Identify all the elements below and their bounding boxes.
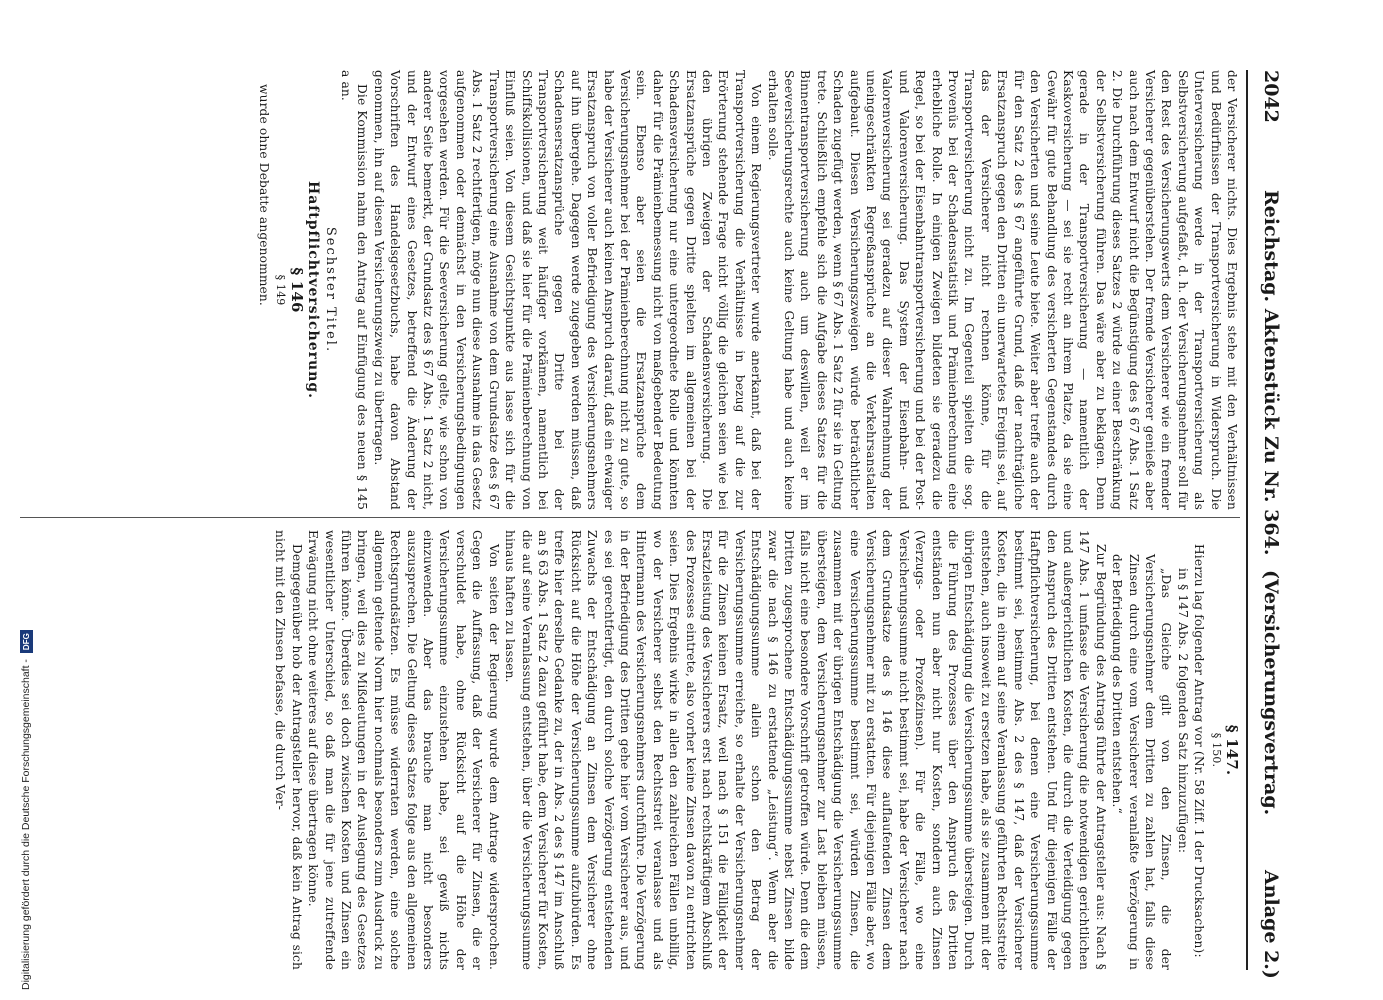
right-paragraph: Zur Begründung des Antrags führte der Antragsteller aus: Nach § 147 Abs. 1 umfasse die Versicherung die notwendigen gerichtlichen und außergerichtlichen Kosten, die durch die Verteidigung gegen den Anspruch des Dritten entstehen. Und für diejenigen Fälle der Haftpflichtversicherung, bei denen eine Versicherungssumme bestimmt sei, bestimme Abs. 2 des § 147, daß der Versicherer Kosten, die in einem auf seine Veranlassung geführten Rechtsstreite entstehen, auch insoweit zu ersetzen habe, als sie zusammen mit der übrigen Entschädigung die Versicherungssumme übersteigen. Durch die Führung des Prozesses über den Anspruch des Dritten entständen nun aber nicht nur Kosten, sondern auch Zinsen (Verzugs- oder Prozeßzinsen). Für die Fälle, wo eine Versicherungssumme nicht bestimmt sei, habe der Versicherer nach dem Grundsatze des § 146 diese auflaufenden Zinsen dem Versicherungsnehmer mit zu erstatten. Für diejenigen Fälle aber, wo eine Versicherungssumme bestimmt sei, würden Zinsen, die zusammen mit der übrigen Entschädigung die Versicherungssumme übersteigen, dem Versicherungsnehmer zur Last bleiben müssen, falls nicht eine besondere Vorschrift getroffen würde. Denn die dem Dritten zugesprochene Entschädigungssumme nebst Zinsen bilde zwar die nach § 146 zu erstattende „Leistung“. Wenn aber die Entschädigungssumme allein schon den Betrag der Versicherungssumme erreiche, so erhalte der Versicherungsnehmer für die Zinsen keinen Ersatz, weil nach § 151 die Fälligkeit der Ersatzleistung des Versicherers erst nach rechtskräftigem Abschluß des Prozesses eintrete, also vorher keine Zinsen davon zu entrichten seien. Dies Ergebnis wirke in allen den zahlreichen Fällen unbillig, wo der Versicherer selbst den Rechtsstreit veranlasse und als Hintermann des Versicherungsnehmers durchführe. Die Verzögerung in der Befriedigung des Dritten gehe hier vom Versicherer aus, und es sei gerechtfertigt, den durch solche Verzögerung entstehenden Zuwachs der Entschädigung an Zinsen dem Versicherer ohne Rücksicht auf die Höhe der Versicherungssumme aufzubürden. Es treffe hier derselbe Gedanke zu, der in Abs. 2 des § 147 im Anschluß an § 63 Abs. 1 Satz 2 dazu geführt habe, dem Versicherer für Kosten, die auf seine Veranlassung entstehen, über die Versicherungssumme hinaus haften zu lassen. <box>503 530 1108 970</box>
left-paragraph: Die Kommission nahm den Antrag auf Einfügung des neuen § 145 a an. <box>339 70 370 510</box>
header-anlage: Anlage 2.) <box>1260 870 1282 979</box>
section-number: § 147. <box>1223 724 1241 776</box>
motion-text: in § 147 Abs. 2 folgenden Satz hinzuzufügen: <box>1175 568 1190 854</box>
intro-text: Hierzu lag folgender Antrag vor (Nr. 58 Ziff. 1 der Drucksachen): <box>1192 544 1207 958</box>
section-title-heading: Haftpflichtversicherung. <box>305 180 322 400</box>
section-number: § 146 <box>287 267 306 313</box>
left-paragraph: der Versicherer nichts. Dies Ergebnis stehe mit den Verhältnissen und Bedürfnissen der Transportversicherung in Widerspruch. Die Unterversicherung werde in der Transportversicherung als Selbstversicherung aufgefaßt, d. h. der Versicherungsnehmer soll für den Rest des Versicherungswerts dem Versicherer wie ein fremder Versicherer gegenüberstehen. Der fremde Versicherer genieße aber auch nach dem Entwurf nicht die Begünstigung des § 67 Abs. 1 Satz 2. Die Durchführung dieses Satzes 2 würde zu einer Beschränkung der Selbstversicherung führen. Das wäre aber zu beklagen. Denn gerade in der Transportversicherung — namentlich der Kaskoversicherung — sei sie recht an ihrem Platze, da sie eine Gewähr für gute Behandlung des versicherten Gegenstandes durch den Versicherten und seine Leute biete. Weiter aber treffe auch der für den Satz 2 des § 67 angeführte Grund, daß der nachträgliche Ersatzanspruch gegen den Dritten ein unerwartetes Ereignis sei, auf das der Versicherer nicht rechnen könne, für die Transportversicherung nicht zu. Im Gegenteil spielten die sog. Provenüs bei der Schadensstatistik und Prämienberechnung eine erhebliche Rolle. In einigen Zweigen bildeten sie geradezu die Regel, so bei der Eisenbahntransportversicherung und bei der Post- und Valorenversicherung. Das System der Eisenbahn- und Valorenversicherung sei geradezu auf dieser Wahrnehmung der uneingeschränkten Regreßansprüche an die Verkehrsanstalten aufgebaut. Diesen Versicherungszweigen würde beträchtlicher Schaden zugefügt werden, wenn § 67 Abs. 1 Satz 2 für sie in Geltung trete. Schließlich empfehle sich die Aufgabe dieses Satzes für die Binnentransportversicherung auch um deswillen, weil er im Seeversicherungsrechte auch keine Geltung habe und auch keine erhalten solle. <box>765 70 1239 511</box>
right-column <box>272 530 1240 970</box>
quoted-amendment: „Das Gleiche gilt von den Zinsen, die der Versicherungsnehmer dem Dritten zu zahlen hat, falls diese Zinsen durch eine vom Versicherer veranlaßte Verzögerung in der Befriedigung des Dritten entstehen.“ <box>1110 554 1174 970</box>
document-page <box>0 30 1290 990</box>
left-column <box>256 70 1240 510</box>
digitization-attribution <box>4 0 32 1000</box>
closing-line: wurde ohne Debatte angenommen. <box>257 84 272 306</box>
header-rule <box>1246 70 1248 970</box>
attribution-text: Digitalisierung gefördert durch die Deutsche Forschungsgemeinschaft - <box>20 659 32 990</box>
page-number: 2042 <box>1260 70 1282 123</box>
title-heading: Sechster Titel. <box>322 226 338 354</box>
column-divider <box>20 517 1240 518</box>
header-right-title: (Versicherungsvertrag. <box>1260 570 1282 816</box>
dfg-logo: DFG <box>20 630 33 653</box>
section-ref: § 150. <box>1209 732 1223 768</box>
right-paragraph: Von seiten der Regierung wurde dem Antrage widersprochen. Gegen die Auffassung, daß der Versicherer für Zinsen, die er verschuldet habe, ohne Rücksicht auf die Höhe der Versicherungssumme einzustehen habe, sei gewiß nichts einzuwenden. Aber das brauche man nicht besonders auszusprechen. Die Geltung dieses Satzes folge aus den allgemeinen Rechtsgrundsätzen. Es müsse widerraten werden, eine solche allgemein geltende Norm hier nochmals besonders zum Ausdruck zu bringen, weil dies zu Mißdeutungen in der Auslegung des Gesetzes führen könne. Überdies sei doch zwischen Kosten und Zinsen ein wesentlicher Unterschied, so daß man die für jene zutreffende Erwägung nicht ohne weiteres auf diese übertragen könne. <box>306 530 501 970</box>
section-ref: § 149 <box>274 274 288 306</box>
left-paragraph: Von einem Regierungsvertreter wurde anerkannt, daß bei der Transportversicherung die Verhältnisse in bezug auf die zur Erörterung stehende Frage nicht völlig die gleichen seien wie bei den übrigen Zweigen der Schadensversicherung. Die Ersatzansprüche gegen Dritte spielten im allgemeinen bei der Schadensversicherung nur eine untergeordnete Rolle und könnten daher für die Prämienbemessung nicht von maßgebender Bedeutung sein. Ebenso aber seien die Ersatzansprüche dem Versicherungsnehmer bei der Prämienberechnung nicht zu gute, so habe der Versicherer auch keinen Anspruch darauf, daß ein etwaiger Ersatzanspruch von voller Befriedigung des Versicherungsnehmers auf ihn übergehe. Dagegen werde zugegeben werden müssen, daß Schadensersatzansprüche gegen Dritte bei der Transportversicherung weit häufiger vorkämen, namentlich bei Schiffskollisionen, und daß sie hier für die Prämienberechnung von Einfluß seien. Von diesem Gesichtspunkte aus lasse sich für die Transportversicherung eine Ausnahme von dem Grundsatze des § 67 Abs. 1 Satz 2 rechtfertigen, möge nun diese Ausnahme in das Gesetz aufgenommen oder demnächst in den Versicherungsbedingungen vorgesehen werden. Für die Seeversicherung gelte, wie schon von anderer Seite bemerkt, der Grundsatz des § 67 Abs. 1 Satz 2 nicht, und der Entwurf eines Gesetzes, betreffend die Änderung der Vorschriften des Handelsgesetzbuchs, habe davon Abstand genommen, ihn auf diesen Versicherungszweig zu übertragen. <box>371 70 764 510</box>
header-left-title: Reichstag. Aktenstück Zu Nr. 364. <box>1260 190 1282 556</box>
right-paragraph: Demgegenüber hob der Antragsteller hervor, daß kein Antrag sich nicht mit den Zinsen befasse, die durch Ver- <box>273 530 304 970</box>
page-header <box>1254 70 1282 979</box>
